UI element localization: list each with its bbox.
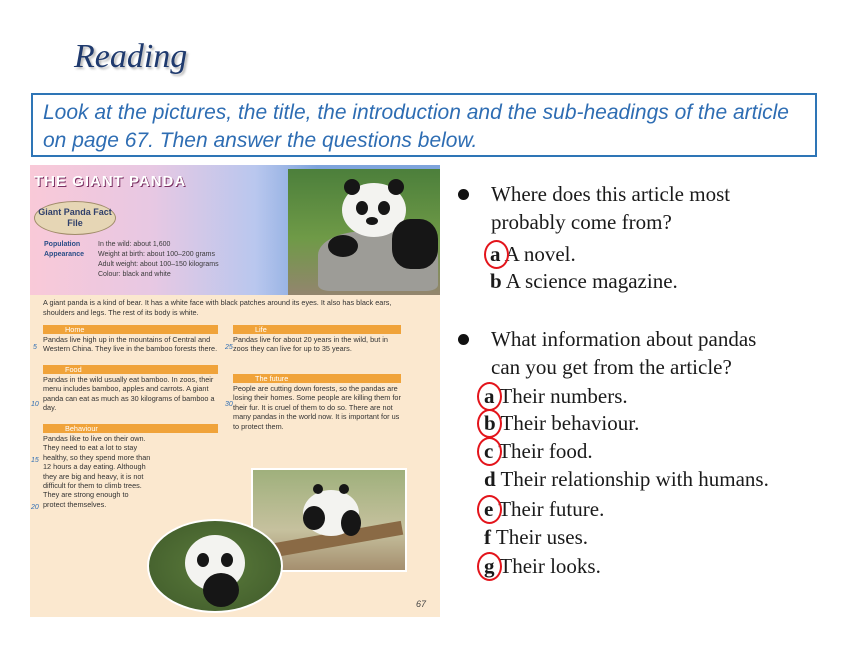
q2-option-f: f Their uses. bbox=[484, 525, 589, 549]
q1-option-b: b A science magazine. bbox=[490, 269, 678, 293]
home-subheading: Home bbox=[43, 325, 218, 334]
food-subheading: Food bbox=[43, 365, 218, 374]
line-number: 25 bbox=[225, 344, 233, 351]
answer-circle-icon bbox=[477, 437, 502, 466]
fact-list bbox=[44, 240, 219, 280]
behaviour-text: Pandas like to live on their own. They need to eat a lot to stay healthy, so they spend more than 12 hours a day eating. Although they are big and heavy, it is not difficult for them to climb trees. They are strong enough to protect themselves. bbox=[43, 434, 151, 509]
panda-eye-patch bbox=[221, 553, 233, 567]
panda-eye-patch bbox=[356, 201, 368, 215]
panda-eye-patch bbox=[378, 201, 390, 215]
q1-option-a: a A novel. bbox=[490, 242, 576, 266]
line-number: 20 bbox=[31, 504, 39, 511]
panda-leg bbox=[341, 510, 361, 536]
fact-row: Colour: black and white bbox=[98, 271, 171, 278]
panda-body-black bbox=[392, 219, 438, 269]
q2-option-c: c Their food. bbox=[484, 439, 593, 463]
food-text: Pandas in the wild usually eat bamboo. In zoos, their menu includes bamboo, apples and carrots. A giant panda can eat as much as 30 kilograms of bamboo a day. bbox=[43, 375, 215, 413]
behaviour-subheading: Behaviour bbox=[43, 424, 218, 433]
q2-option-b: b Their behaviour. bbox=[484, 411, 640, 435]
left-column bbox=[43, 325, 218, 509]
line-number: 10 bbox=[31, 401, 39, 408]
panda-paw bbox=[328, 235, 358, 257]
panda-leg bbox=[303, 506, 325, 530]
fact-row: Appearance Weight at birth: about 100–200 grams bbox=[44, 251, 216, 258]
panda-ear bbox=[313, 484, 323, 494]
question-1-line-2: probably come from? bbox=[491, 210, 672, 234]
panda-ear bbox=[388, 179, 404, 195]
home-text: Pandas live high up in the mountains of Central and Western China. They live in the bamboo forests there. bbox=[43, 335, 218, 354]
question-2-line-2: can you get from the article? bbox=[491, 355, 732, 379]
panda-ear bbox=[344, 179, 360, 195]
q2-option-d: d Their relationship with humans. bbox=[484, 467, 769, 491]
bullet-icon bbox=[458, 334, 469, 345]
q2-option-e: e Their future. bbox=[484, 497, 605, 521]
question-2-line-1: What information about pandas bbox=[491, 327, 757, 351]
question-1-line-1: Where does this article most bbox=[491, 182, 731, 206]
line-number: 30 bbox=[225, 401, 233, 408]
panda-eye-patch bbox=[197, 553, 209, 567]
panda-nose bbox=[366, 217, 378, 225]
page-number: 67 bbox=[416, 599, 427, 609]
page-title: Reading bbox=[74, 38, 188, 75]
answer-circle-icon bbox=[477, 495, 502, 524]
right-column bbox=[233, 325, 401, 431]
fact-file-badge: Giant Panda Fact File bbox=[34, 201, 116, 235]
future-text: People are cutting down forests, so the pandas are losing their homes. Some people are killing them for their fur. It is cruel of them to do so. There are not many pandas in the world now. It is important for us to protect them. bbox=[233, 384, 401, 431]
life-subheading: Life bbox=[233, 325, 401, 334]
answer-circle-icon bbox=[477, 409, 502, 438]
fact-row: Adult weight: about 100–150 kilograms bbox=[98, 261, 219, 268]
life-text: Pandas live for about 20 years in the wild, but in zoos they can live for up to 35 years. bbox=[233, 335, 388, 354]
article-title: THE GIANT PANDA bbox=[34, 173, 187, 190]
panda-on-rock-photo bbox=[288, 169, 440, 295]
bullet-icon bbox=[458, 189, 469, 200]
panda-eating-photo bbox=[147, 519, 283, 613]
textbook-page bbox=[30, 165, 440, 617]
panda-paw bbox=[203, 573, 239, 607]
answer-circle-icon bbox=[484, 240, 509, 269]
q2-option-g: g Their looks. bbox=[484, 554, 601, 578]
answer-circle-icon bbox=[477, 552, 502, 581]
future-subheading: The future bbox=[233, 374, 401, 383]
article-intro: A giant panda is a kind of bear. It has a white face with black patches around its eyes. It also has black ears, shoulders and legs. The rest of its body is white. bbox=[43, 298, 392, 317]
panda-ear bbox=[339, 484, 349, 494]
answer-circle-icon bbox=[477, 382, 502, 411]
line-number: 15 bbox=[31, 457, 39, 464]
line-number: 5 bbox=[33, 344, 37, 351]
q2-option-a: a Their numbers. bbox=[484, 384, 628, 408]
fact-row: Population In the wild: about 1,600 bbox=[44, 241, 171, 248]
instruction-box: Look at the pictures, the title, the introduction and the sub-headings of the article on page 67. Then answer the questions below. bbox=[31, 93, 817, 157]
